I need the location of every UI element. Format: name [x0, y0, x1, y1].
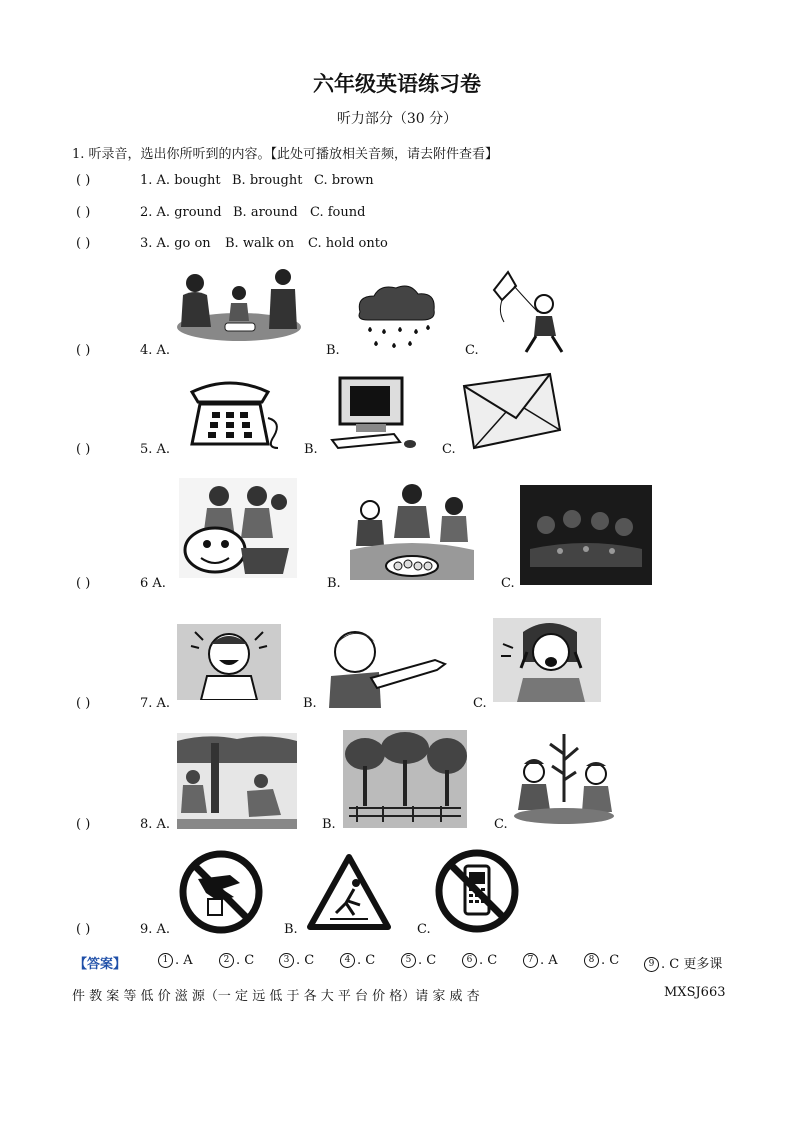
children-planting-tree-picture[interactable] — [512, 730, 616, 826]
answer-value: . C 更多课 — [661, 957, 723, 972]
answer-blank[interactable]: ( ) — [76, 922, 91, 937]
option-b: B. — [303, 696, 317, 711]
question-label: 6 A. — [140, 576, 166, 591]
question-label: 8. A. — [140, 817, 171, 832]
slippery-warning-sign[interactable] — [306, 853, 392, 933]
answer-item — [279, 953, 314, 968]
footer-code: MXSJ663 — [664, 985, 726, 1000]
question-label: 1. A. bought — [140, 173, 221, 188]
envelope-picture[interactable] — [462, 372, 562, 452]
answer-item — [158, 953, 193, 968]
answer-item — [462, 953, 497, 968]
option-b: B. — [327, 576, 341, 591]
family-dinner-dark-picture[interactable] — [520, 485, 652, 585]
telephone-picture[interactable] — [178, 378, 284, 450]
answer-item — [340, 953, 375, 968]
answer-number: 8 — [584, 953, 599, 968]
section-subtitle: 听力部分（30 分） — [336, 111, 458, 127]
option-c: C. — [417, 922, 431, 937]
footer-line: 件 教 案 等 低 价 滋 源（一 定 远 低 于 各 大 平 台 价 格）请 家 威 杏 — [72, 989, 480, 1004]
answer-blank[interactable]: ( ) — [76, 236, 91, 251]
answer-item — [584, 953, 619, 968]
answer-number: 6 — [462, 953, 477, 968]
answer-blank[interactable]: ( ) — [76, 817, 91, 832]
park-trees-picture[interactable] — [343, 730, 467, 828]
question-label: 3. A. go on — [140, 236, 211, 251]
option-c: C. — [473, 696, 487, 711]
answer-blank[interactable]: ( ) — [76, 576, 91, 591]
option-b: B. — [326, 343, 340, 358]
option-b: B. — [322, 817, 336, 832]
option-c: C. brown — [314, 173, 374, 188]
girl-shouting-picture[interactable] — [493, 618, 601, 702]
page-title: 六年级英语练习卷 — [313, 71, 481, 96]
option-c: C. — [465, 343, 479, 358]
question-label: 7. A. — [140, 696, 171, 711]
answer-item — [644, 953, 722, 972]
option-c: C. found — [310, 205, 366, 220]
no-touching-sign[interactable] — [178, 849, 264, 935]
option-b: B. brought — [232, 173, 303, 188]
answer-value: . C — [418, 953, 437, 968]
answer-value: . A — [175, 953, 193, 968]
question-label: 5. A. — [140, 442, 171, 457]
option-c: C. — [494, 817, 508, 832]
answer-number: 3 — [279, 953, 294, 968]
answer-blank[interactable]: ( ) — [76, 442, 91, 457]
question-label: 4. A. — [140, 343, 171, 358]
answer-item — [401, 953, 436, 968]
answer-blank[interactable]: ( ) — [76, 205, 91, 220]
answer-blank[interactable]: ( ) — [76, 343, 91, 358]
answer-value: . C — [296, 953, 315, 968]
option-c: C. — [501, 576, 515, 591]
answer-number: 5 — [401, 953, 416, 968]
lion-dance-picture[interactable] — [179, 478, 297, 578]
answer-value: . C — [601, 953, 620, 968]
option-c: C. — [442, 442, 456, 457]
answer-label: 【答案】 — [74, 957, 127, 972]
answer-item — [523, 953, 558, 968]
option-b: B. — [304, 442, 318, 457]
question-label: 2. A. ground — [140, 205, 222, 220]
family-picnic-picture[interactable] — [175, 265, 303, 345]
option-b: B. around — [233, 205, 298, 220]
rain-cloud-picture[interactable] — [352, 282, 440, 354]
family-eating-dumplings-picture[interactable] — [348, 480, 476, 584]
no-phone-sign[interactable] — [434, 848, 520, 934]
option-c: C. hold onto — [308, 236, 388, 251]
option-b: B. — [284, 922, 298, 937]
people-planting-trees-picture[interactable] — [177, 733, 297, 829]
answer-blank[interactable]: ( ) — [76, 173, 91, 188]
answer-number: 1 — [158, 953, 173, 968]
instruction: 1. 听录音，选出你所听到的内容。【此处可播放相关音频，请去附件查看】 — [72, 147, 499, 162]
answer-blank[interactable]: ( ) — [76, 696, 91, 711]
answer-number: 9 — [644, 957, 659, 972]
question-label: 9. A. — [140, 922, 171, 937]
answer-number: 7 — [523, 953, 538, 968]
answer-value: . A — [540, 953, 558, 968]
boy-pointing-picture[interactable] — [325, 622, 449, 708]
answer-value: . C — [236, 953, 255, 968]
computer-picture[interactable] — [330, 372, 420, 450]
answer-item — [219, 953, 254, 968]
option-b: B. walk on — [225, 236, 295, 251]
answer-value: . C — [357, 953, 376, 968]
answer-number: 4 — [340, 953, 355, 968]
answer-number: 2 — [219, 953, 234, 968]
laughing-boy-picture[interactable] — [177, 624, 281, 700]
answer-value: . C — [479, 953, 498, 968]
boy-flying-kite-picture[interactable] — [490, 268, 574, 354]
